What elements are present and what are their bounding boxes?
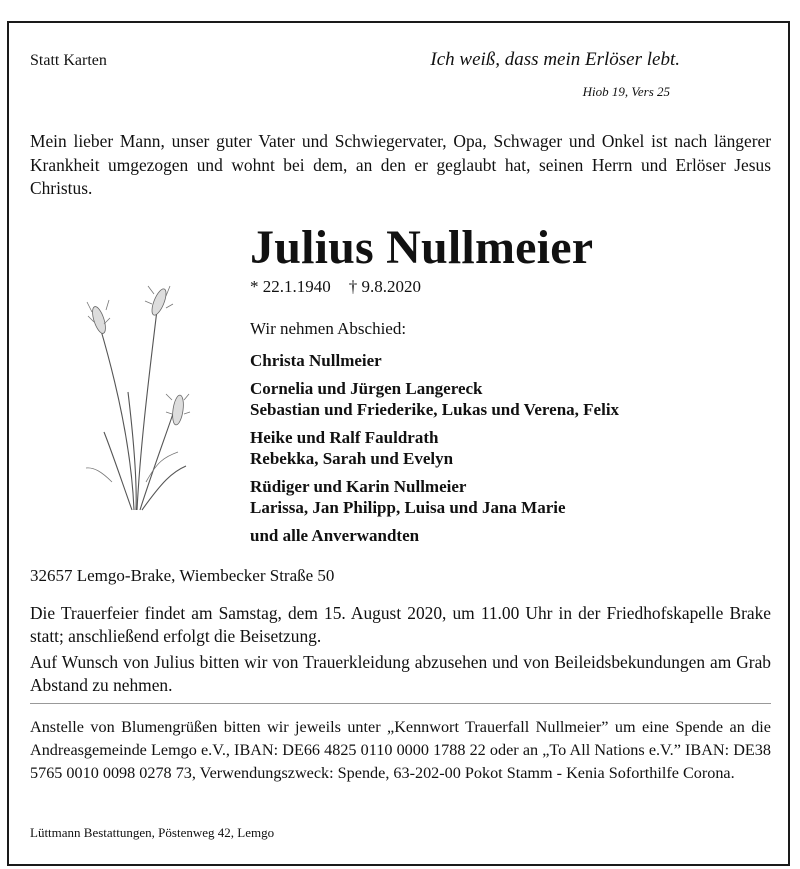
mourner-group xyxy=(250,378,619,420)
divider xyxy=(30,703,771,704)
bible-reference: Hiob 19, Vers 25 xyxy=(582,84,670,99)
mourner-group xyxy=(250,476,619,518)
life-dates xyxy=(250,277,421,297)
donation-info: Anstelle von Blumengrüßen bitten wir jeweils unter „Kennwort Trauerfall Nullmeier” um eine Spende an die Andreasgemeinde Lemgo e.V., IBAN: DE66 4825 0110 0000 1788 22 oder an „To All Nations e.V.” IBAN: DE38 5765 0010 0098 0278 73, Verwendungszweck: Spende, 63-202-00 Pokot Stamm - Kenia Soforthilfe Corona. xyxy=(30,718,771,782)
mourner-line: Cornelia und Jürgen Langereck xyxy=(250,379,483,398)
funeral-info: Die Trauerfeier findet am Samstag, dem 15. August 2020, um 11.00 Uhr in der Friedhofskapelle Brake statt; anschließend erfolgt die Beisetzung. xyxy=(30,603,771,646)
undertaker-info: Lüttmann Bestattungen, Pöstenweg 42, Lemgo xyxy=(30,825,275,840)
mourners-block xyxy=(250,318,619,553)
birth-date: * 22.1.1940 xyxy=(250,277,331,296)
wheat-ears-icon xyxy=(82,282,192,512)
mourner-group xyxy=(250,525,619,546)
death-date: † 9.8.2020 xyxy=(348,277,421,296)
bible-quote: Ich weiß, dass mein Erlöser lebt. xyxy=(430,49,680,70)
family-address: 32657 Lemgo-Brake, Wiembecker Straße 50 xyxy=(30,566,335,585)
mourner-line: Sebastian und Friederike, Lukas und Verena, Felix xyxy=(250,400,620,419)
mourner-line: Heike und Ralf Fauldrath xyxy=(250,428,439,447)
statt-karten-label: Statt Karten xyxy=(30,52,107,69)
mourner-group xyxy=(250,427,619,469)
mourner-group xyxy=(250,350,619,371)
mourner-line: Rüdiger und Karin Nullmeier xyxy=(250,477,467,496)
mourner-line: Larissa, Jan Philipp, Luisa und Jana Marie xyxy=(250,498,566,517)
mourner-line: Christa Nullmeier xyxy=(250,351,382,370)
intro-text: Mein lieber Mann, unser guter Vater und Schwiegervater, Opa, Schwager und Onkel ist nach längerer Krankheit umgezogen und wohnt bei dem, an den er geglaubt hat, seinen Herrn und Erlöser Jesus Christus. xyxy=(30,131,771,198)
wish-info: Auf Wunsch von Julius bitten wir von Trauerkleidung abzusehen und von Beileidsbekundungen am Grab Abstand zu nehmen. xyxy=(30,652,771,695)
mourner-line: und alle Anverwandten xyxy=(250,526,420,545)
deceased-name: Julius Nullmeier xyxy=(250,221,594,274)
mourners-heading: Wir nehmen Abschied: xyxy=(250,319,407,338)
mourner-line: Rebekka, Sarah und Evelyn xyxy=(250,449,454,468)
